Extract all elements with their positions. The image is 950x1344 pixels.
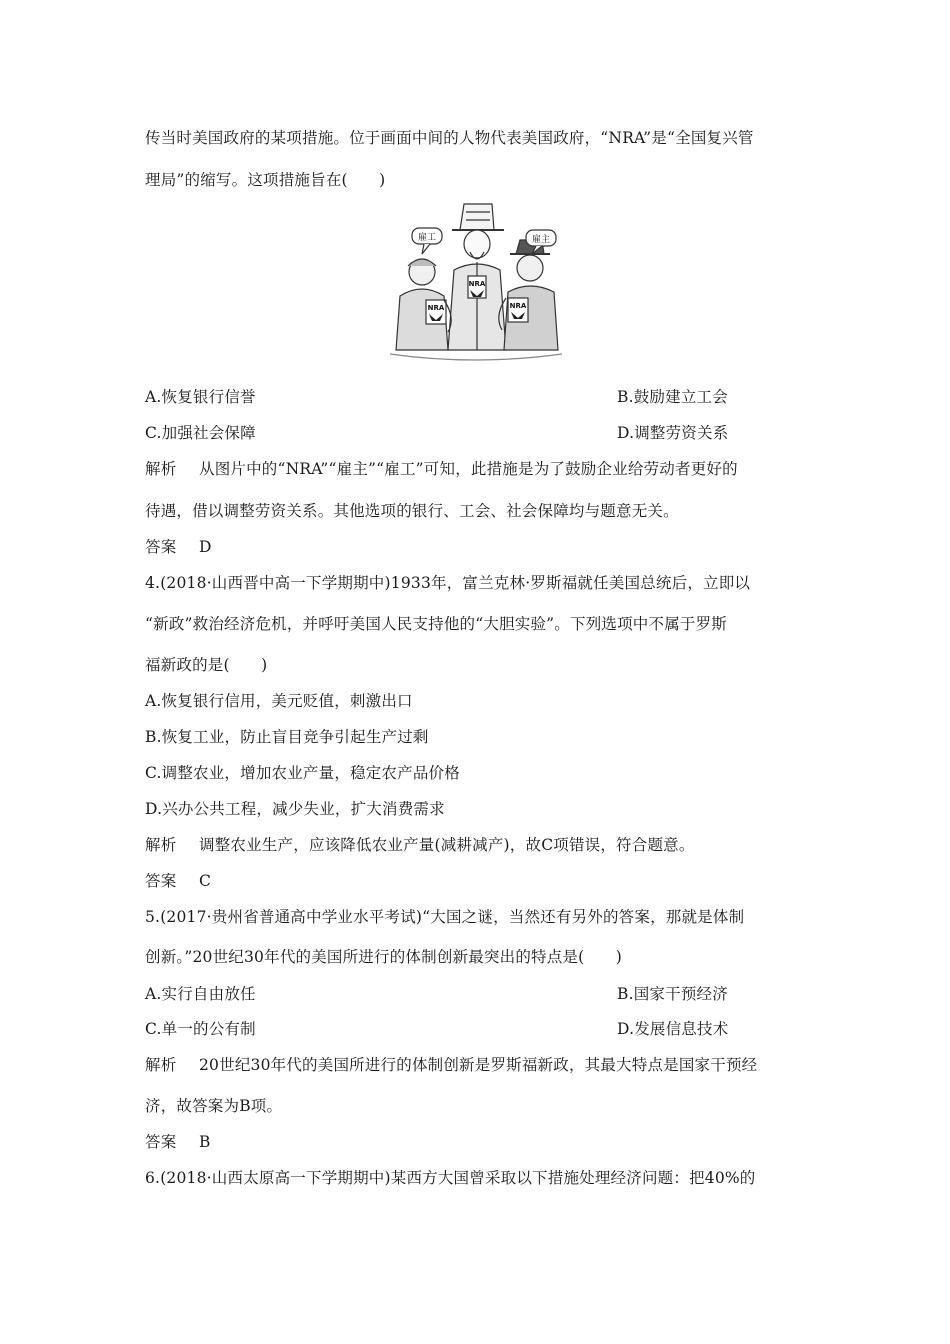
- q3-stem-line-1: 传当时美国政府的某项措施。位于画面中间的人物代表美国政府，“NRA”是“全国复兴管: [145, 129, 754, 147]
- q4-option-d: D.兴办公共工程，减少失业，扩大消费需求: [145, 800, 445, 818]
- q5-stem-line-1: 5.(2017·贵州省普通高中学业水平考试)“大国之谜，当然还有另外的答案，那就是体制: [145, 908, 745, 926]
- q5-options-row-2: [145, 1018, 810, 1040]
- q3-options-row-2: [145, 422, 810, 444]
- q5-answer-value: B: [199, 1133, 211, 1151]
- q3-analysis-line-1: [145, 458, 810, 480]
- q3-answer-label: 答案: [145, 538, 177, 556]
- q6-stem-line-1: 6.(2018·山西太原高一下学期期中)某西方大国曾采取以下措施处理经济问题：把40%的: [145, 1169, 756, 1187]
- q3-answer-value: D: [199, 538, 212, 556]
- figure-label-left: 雇工: [417, 233, 437, 243]
- q3-option-c: C.加强社会保障: [145, 424, 256, 442]
- figure-label-right: 雇主: [531, 235, 551, 245]
- q3-analysis-line-2: 待遇，借以调整劳资关系。其他选项的银行、工会、社会保障均与题意无关。: [145, 502, 679, 520]
- q4-answer-value: C: [199, 872, 212, 890]
- q4-option-b: B.恢复工业，防止盲目竞争引起生产过剩: [145, 728, 429, 746]
- q5-analysis-line-1: [145, 1054, 810, 1076]
- nra-badge-right: NRA: [509, 302, 527, 310]
- q5-answer-line: [145, 1131, 810, 1153]
- nra-badge-left: NRA: [427, 304, 445, 312]
- q5-option-a: A.实行自由放任: [145, 985, 256, 1003]
- q4-analysis-label: 解析: [145, 836, 177, 854]
- q3-stem-line-2: 理局”的缩写。这项措施旨在( ): [145, 171, 386, 189]
- q3-analysis-label: 解析: [145, 460, 177, 478]
- nra-badge-center: NRA: [468, 280, 486, 288]
- q4-stem-line-2: “新政”救治经济危机，并呼吁美国人民支持他的“大胆实验”。下列选项中不属于罗斯: [145, 615, 727, 633]
- q5-option-d: D.发展信息技术: [617, 1020, 729, 1038]
- q4-analysis-text-1: 调整农业生产，应该降低农业产量(减耕减产)，故C项错误，符合题意。: [199, 836, 695, 854]
- q5-analysis-label: 解析: [145, 1056, 177, 1074]
- q5-option-b: B.国家干预经济: [617, 985, 728, 1003]
- q4-analysis-line-1: [145, 834, 810, 856]
- q3-option-a: A.恢复银行信誉: [145, 388, 256, 406]
- q3-options-row-1: [145, 386, 810, 408]
- q3-option-b: B.鼓励建立工会: [617, 388, 728, 406]
- q5-option-c: C.单一的公有制: [145, 1020, 256, 1038]
- q5-answer-label: 答案: [145, 1133, 177, 1151]
- nra-cartoon-illustration: [382, 200, 568, 366]
- q4-stem-line-3: 福新政的是( ): [145, 656, 268, 674]
- q5-analysis-text-1: 20世纪30年代的美国所进行的体制创新是罗斯福新政，其最大特点是国家干预经: [199, 1056, 758, 1074]
- q5-options-row-1: [145, 983, 810, 1005]
- q3-answer-line: [145, 536, 810, 558]
- q4-answer-line: [145, 870, 810, 892]
- q4-option-a: A.恢复银行信用，美元贬值，刺激出口: [145, 692, 413, 710]
- q3-option-d: D.调整劳资关系: [617, 424, 729, 442]
- q5-stem-line-2: 创新。”20世纪30年代的美国所进行的体制创新最突出的特点是( ): [145, 948, 623, 966]
- q5-analysis-line-2: 济，故答案为B项。: [145, 1097, 283, 1115]
- q4-stem-line-1: 4.(2018·山西晋中高一下学期期中)1933年，富兰克林·罗斯福就任美国总统后，立即以: [145, 574, 751, 592]
- q4-answer-label: 答案: [145, 872, 177, 890]
- q3-analysis-text-1: 从图片中的“NRA”“雇主”“雇工”可知，此措施是为了鼓励企业给劳动者更好的: [199, 460, 738, 478]
- q4-option-c: C.调整农业，增加农业产量，稳定农产品价格: [145, 764, 460, 782]
